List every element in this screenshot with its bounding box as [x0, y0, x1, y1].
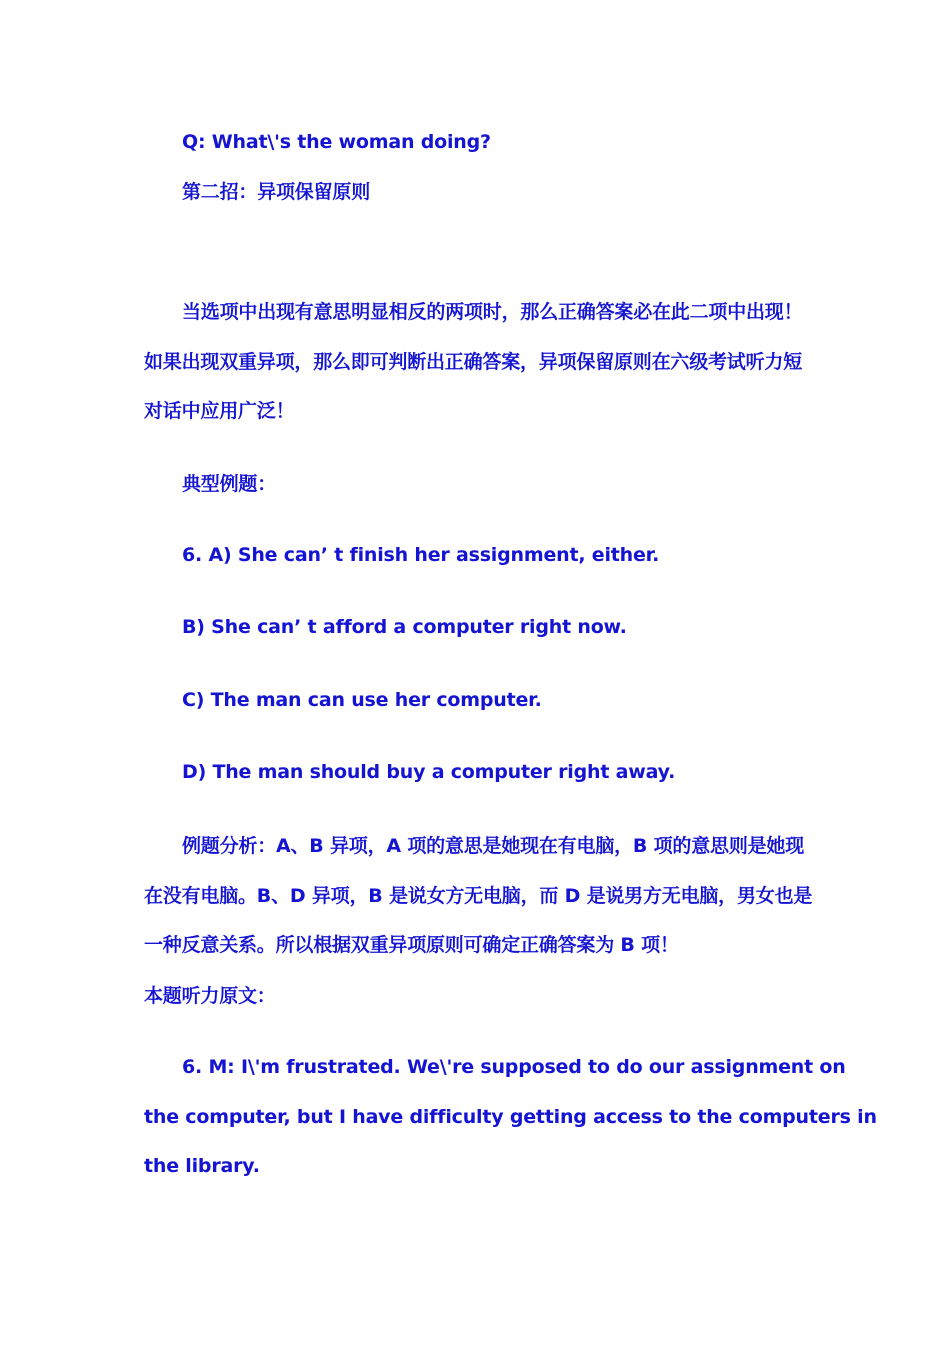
- transcript-line-1: 6. M: I\'m frustrated. We\'re supposed to do our assignment on: [182, 1056, 846, 1078]
- option-c: C) The man can use her computer.: [182, 689, 542, 711]
- intro-paragraph-line-2: 如果出现双重异项，那么即可判断出正确答案，异项保留原则在六级考试听力短: [144, 351, 803, 373]
- example-label: 典型例题：: [182, 473, 277, 495]
- question-line: Q: What\'s the woman doing?: [182, 131, 491, 153]
- option-a: 6. A) She can’ t finish her assignment, either.: [182, 544, 660, 566]
- option-b: B) She can’ t afford a computer right now.: [182, 616, 627, 638]
- analysis-line-2: 在没有电脑。B、D 异项，B 是说女方无电脑，而 D 是说男方无电脑，男女也是: [144, 885, 813, 907]
- option-d: D) The man should buy a computer right away.: [182, 761, 676, 783]
- intro-paragraph-line-3: 对话中应用广泛！: [144, 400, 295, 422]
- intro-paragraph-line-1: 当选项中出现有意思明显相反的两项时，那么正确答案必在此二项中出现！: [182, 301, 803, 323]
- analysis-line-1: 例题分析：A、B 异项，A 项的意思是她现在有电脑，B 项的意思则是她现: [182, 835, 805, 857]
- heading-rule-two: 第二招：异项保留原则: [182, 181, 371, 203]
- transcript-line-2: the computer, but I have difficulty getting access to the computers in: [144, 1106, 877, 1128]
- transcript-label: 本题听力原文：: [144, 985, 276, 1007]
- transcript-line-3: the library.: [144, 1155, 260, 1177]
- analysis-line-3: 一种反意关系。所以根据双重异项原则可确定正确答案为 B 项！: [144, 934, 679, 956]
